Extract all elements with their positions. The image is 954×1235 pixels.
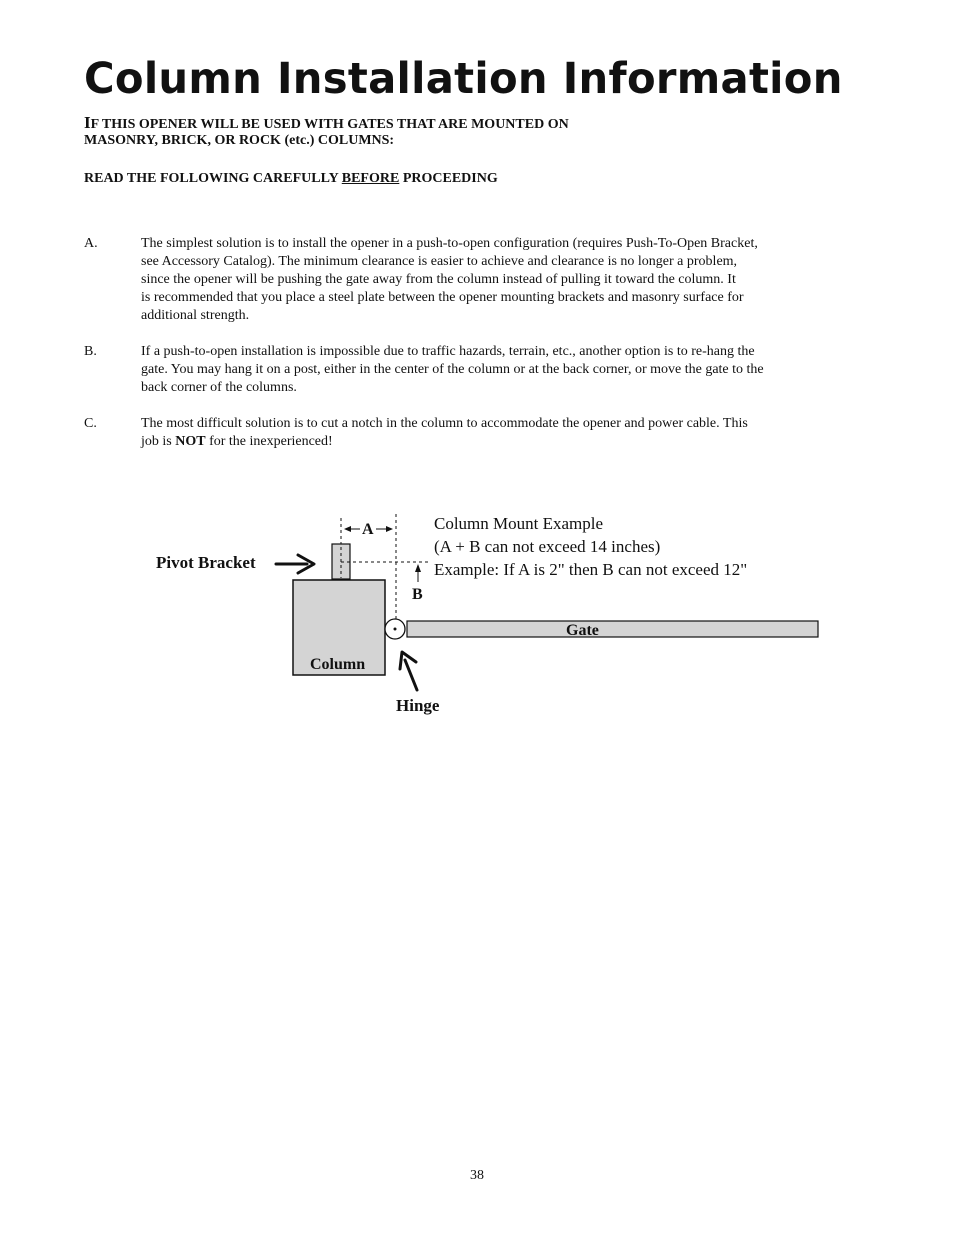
item-line-pre: job is	[141, 434, 176, 449]
diagram-caption-line: Example: If A is 2" then B can not exceed 12"	[434, 560, 748, 579]
item-line-post: for the inexperienced!	[205, 434, 333, 449]
item-letter: A.	[84, 236, 98, 251]
warning-line-1-text: F THIS OPENER WILL BE USED WITH GATES THAT ARE MOUNTED ON	[90, 117, 569, 132]
item-line: back corner of the columns.	[141, 380, 297, 395]
item-line: since the opener will be pushing the gate away from the column instead of pulling it toward the column. It	[141, 272, 736, 287]
arrowhead-icon	[344, 526, 351, 532]
label-b: B	[412, 586, 423, 603]
arrowhead-icon	[415, 564, 421, 572]
label-gate: Gate	[566, 622, 599, 639]
diagram-caption-line: (A + B can not exceed 14 inches)	[434, 537, 661, 556]
item-line: gate. You may hang it on a post, either in the center of the column or at the back corner, or move the gate to the	[141, 362, 764, 377]
item-line: The simplest solution is to install the opener in a push-to-open configuration (requires Push-To-Open Bracket,	[141, 236, 758, 251]
hinge-arrow-shaft	[405, 660, 417, 690]
item-letter: C.	[84, 416, 97, 431]
label-a: A	[362, 521, 374, 538]
item-line: If a push-to-open installation is impossible due to traffic hazards, terrain, etc., another option is to re-hang the	[141, 344, 755, 359]
item-line: see Accessory Catalog). The minimum clearance is easier to achieve and clearance is no longer a problem,	[141, 254, 738, 269]
label-hinge: Hinge	[396, 696, 440, 715]
item-line: is recommended that you place a steel plate between the opener mounting brackets and masonry surface for	[141, 290, 744, 305]
label-pivot-bracket: Pivot Bracket	[156, 553, 256, 572]
read-instruction-post: PROCEEDING	[399, 171, 498, 186]
item-letter: B.	[84, 344, 97, 359]
arrowhead-icon	[386, 526, 393, 532]
read-instruction-pre: READ THE FOLLOWING CAREFULLY	[84, 171, 342, 186]
gate-shape	[407, 621, 818, 637]
page-number: 38	[470, 1168, 484, 1183]
item-line: additional strength.	[141, 308, 250, 323]
read-instruction-underlined: BEFORE	[341, 171, 400, 186]
hinge-pin	[394, 628, 397, 631]
diagram-caption-line: Column Mount Example	[434, 514, 604, 533]
page-title: Column Installation Information	[84, 54, 843, 104]
label-column: Column	[310, 656, 366, 673]
item-line: The most difficult solution is to cut a notch in the column to accommodate the opener and power cable. This	[141, 416, 748, 431]
drop-cap: I	[84, 113, 91, 132]
warning-line-2: MASONRY, BRICK, OR ROCK (etc.) COLUMNS:	[84, 133, 395, 148]
item-emphasis: NOT	[175, 434, 206, 449]
